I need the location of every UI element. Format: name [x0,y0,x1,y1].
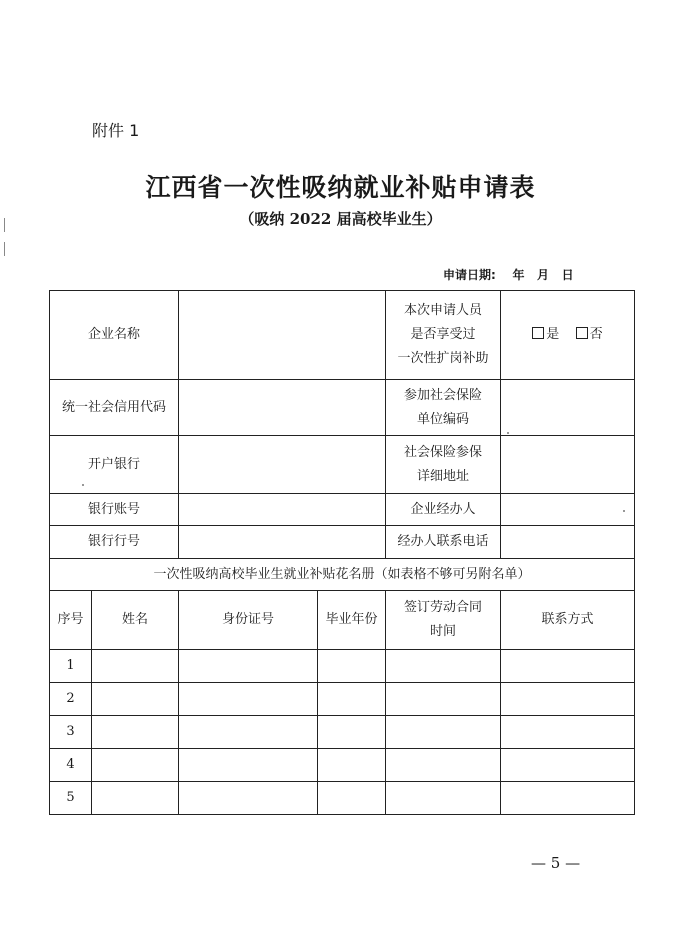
row-number: 3 [50,716,92,749]
subsidy-answer-cell [501,291,635,380]
insurance-address-field[interactable] [501,436,635,494]
handler-label: 企业经办人 [386,494,501,526]
header-id: 身份证号 [179,591,318,650]
name-cell[interactable] [92,749,179,782]
id-cell[interactable] [179,749,318,782]
contact-cell[interactable] [501,716,635,749]
roster-row [50,716,635,749]
insurance-code-field[interactable] [501,380,635,436]
bank-label: 开户银行 [50,436,179,494]
form-subtitle: （吸纳 2022 届高校毕业生） [239,210,442,228]
roster-row [50,650,635,683]
header-grad-year: 毕业年份 [318,591,386,650]
contract-cell[interactable] [386,650,501,683]
row-bank [50,436,635,494]
credit-code-label: 统一社会信用代码 [50,380,179,436]
yes-option[interactable] [532,327,559,342]
id-cell[interactable] [179,683,318,716]
grad-year-cell[interactable] [318,716,386,749]
grad-year-cell[interactable] [318,683,386,716]
grad-year-cell[interactable] [318,782,386,815]
roster-row [50,749,635,782]
name-cell[interactable] [92,716,179,749]
header-contract-line-2: 时间 [430,624,457,639]
header-name: 姓名 [92,591,179,650]
header-contact: 联系方式 [501,591,635,650]
contract-cell[interactable] [386,749,501,782]
roster-header-row [50,591,635,650]
application-form-table [49,290,635,815]
insurance-address-label [386,436,501,494]
name-cell[interactable] [92,650,179,683]
row-number: 4 [50,749,92,782]
attachment-label: 附件 1 [92,121,140,140]
row-account [50,494,635,526]
no-label: 否 [589,327,603,342]
subsidy-question-line-2: 是否享受过 [410,327,476,342]
company-name-field[interactable] [179,291,386,380]
row-credit-code [50,380,635,436]
handler-phone-label: 经办人联系电话 [386,526,501,559]
contact-cell[interactable] [501,782,635,815]
bank-code-label: 银行行号 [50,526,179,559]
roster-title: 一次性吸纳高校毕业生就业补贴花名册（如表格不够可另附名单） [50,559,635,591]
yes-label: 是 [546,327,560,342]
roster-row [50,683,635,716]
row-number: 2 [50,683,92,716]
account-label: 银行账号 [50,494,179,526]
row-number: 1 [50,650,92,683]
handler-field[interactable] [501,494,635,526]
application-date: 申请日期: 年 月 日 [443,268,574,282]
no-option[interactable] [576,327,603,342]
grad-year-cell[interactable] [318,650,386,683]
subsidy-question-label [386,291,501,380]
contact-cell[interactable] [501,749,635,782]
id-cell[interactable] [179,716,318,749]
roster-row [50,782,635,815]
page-number: — 5 — [531,854,581,872]
insurance-code-line-1: 参加社会保险 [404,387,483,403]
insurance-code-line-2: 单位编码 [417,411,470,427]
contract-cell[interactable] [386,683,501,716]
row-company-name [50,291,635,380]
contact-cell[interactable] [501,650,635,683]
header-contract-line-1: 签订劳动合同 [404,600,483,615]
name-cell[interactable] [92,683,179,716]
checkbox-icon [576,327,588,339]
name-cell[interactable] [92,782,179,815]
row-roster-title [50,559,635,591]
insurance-code-label [386,380,501,436]
credit-code-field[interactable] [179,380,386,436]
row-number: 5 [50,782,92,815]
insurance-address-line-1: 社会保险参保 [404,444,483,460]
header-seq: 序号 [50,591,92,650]
header-contract [386,591,501,650]
contact-cell[interactable] [501,683,635,716]
row-bank-code [50,526,635,559]
grad-year-cell[interactable] [318,749,386,782]
bank-field[interactable] [179,436,386,494]
contract-cell[interactable] [386,716,501,749]
form-title: 江西省一次性吸纳就业补贴申请表 [145,173,536,202]
subsidy-question-line-3: 一次性扩岗补助 [397,351,489,366]
subsidy-question-line-1: 本次申请人员 [404,303,483,318]
id-cell[interactable] [179,782,318,815]
checkbox-icon [532,327,544,339]
handler-phone-field[interactable] [501,526,635,559]
account-field[interactable] [179,494,386,526]
bank-code-field[interactable] [179,526,386,559]
company-name-label: 企业名称 [50,291,179,380]
id-cell[interactable] [179,650,318,683]
insurance-address-line-2: 详细地址 [417,468,470,484]
contract-cell[interactable] [386,782,501,815]
